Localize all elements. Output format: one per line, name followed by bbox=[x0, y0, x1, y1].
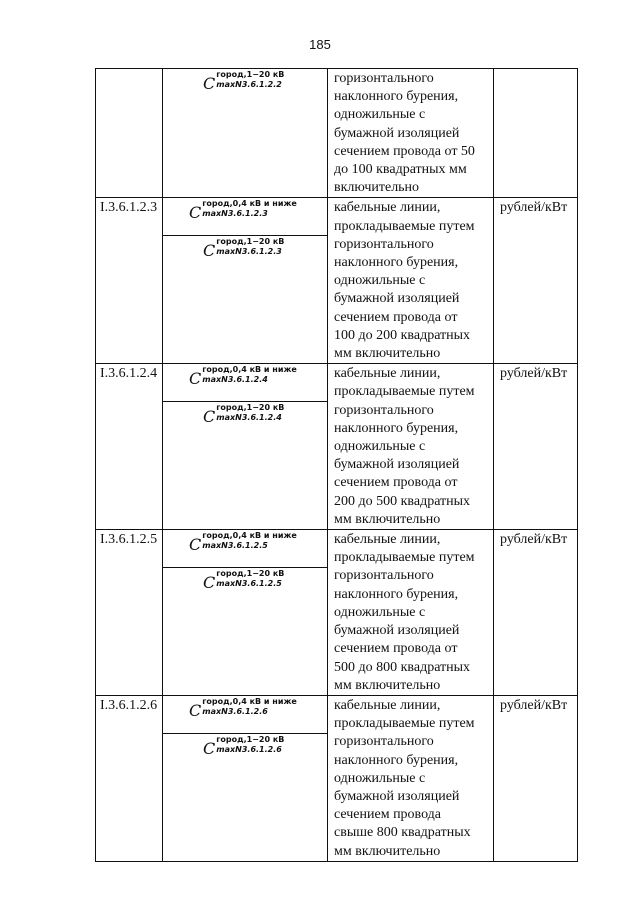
formula-symbol: C bbox=[203, 407, 216, 427]
description-line: 200 до 500 квадратных bbox=[334, 493, 471, 509]
formula-subcell bbox=[163, 198, 327, 236]
formula-symbol: C bbox=[189, 203, 202, 223]
formula-subscript: maxN3.6.1.2.4 bbox=[202, 375, 268, 385]
tariff-table bbox=[95, 68, 578, 862]
description-line: бумажной изоляцией bbox=[334, 291, 460, 307]
row-unit: рублей/кВт bbox=[494, 198, 578, 364]
description-line: прокладываемые путем bbox=[334, 384, 475, 400]
formula-subcell bbox=[163, 69, 327, 114]
formula-symbol: C bbox=[203, 241, 216, 261]
row-description bbox=[328, 364, 494, 530]
formula-subcell bbox=[163, 236, 327, 273]
description-line: до 100 квадратных мм bbox=[334, 162, 467, 178]
description-line: бумажной изоляцией bbox=[334, 125, 460, 141]
formula-superscript: город,1−20 кВ bbox=[216, 237, 285, 247]
formula-subcell bbox=[163, 696, 327, 734]
row-code bbox=[96, 69, 163, 198]
formula-superscript: город,1−20 кВ bbox=[216, 734, 285, 744]
table-row bbox=[96, 530, 578, 696]
description-line: горизонтального bbox=[334, 734, 434, 750]
description-line: прокладываемые путем bbox=[334, 218, 475, 234]
rate-formula bbox=[203, 238, 284, 259]
description-line: кабельные линии, bbox=[334, 697, 441, 713]
description-line: сечением провода от bbox=[334, 475, 458, 491]
row-description bbox=[328, 198, 494, 364]
description-line: кабельные линии, bbox=[334, 366, 441, 382]
description-line: одножильные с bbox=[334, 107, 426, 123]
description-line: одножильные с bbox=[334, 770, 426, 786]
formula-subscript: maxN3.6.1.2.2 bbox=[216, 80, 282, 89]
row-code: I.3.6.1.2.6 bbox=[96, 695, 163, 861]
formula-superscript: город,0,4 кВ и ниже bbox=[202, 696, 297, 706]
description-line: наклонного бурения, bbox=[334, 255, 459, 271]
description-line: 500 до 800 квадратных bbox=[334, 659, 471, 675]
description-line: наклонного бурения, bbox=[334, 89, 459, 105]
description-line: кабельные линии, bbox=[334, 532, 441, 548]
formula-superscript: город,0,4 кВ и ниже bbox=[202, 531, 297, 541]
row-unit: рублей/кВт bbox=[494, 530, 578, 696]
description-line: мм включительно bbox=[334, 346, 441, 362]
formula-cell bbox=[163, 695, 328, 861]
description-line: прокладываемые путем bbox=[334, 550, 475, 566]
formula-subscript: maxN3.6.1.2.3 bbox=[216, 247, 282, 257]
row-description bbox=[328, 530, 494, 696]
rate-formula bbox=[203, 404, 284, 425]
description-line: мм включительно bbox=[334, 511, 441, 527]
formula-symbol: C bbox=[189, 700, 202, 720]
description-line: одножильные с bbox=[334, 273, 426, 289]
row-unit bbox=[494, 69, 578, 198]
description-line: горизонтального bbox=[334, 236, 434, 252]
formula-subcell bbox=[163, 402, 327, 439]
formula-cell bbox=[163, 530, 328, 696]
formula-subscript: maxN3.6.1.2.5 bbox=[216, 579, 282, 589]
formula-subcell bbox=[163, 734, 327, 771]
table-row bbox=[96, 695, 578, 861]
rate-formula bbox=[203, 71, 284, 92]
formula-superscript: город,0,4 кВ и ниже bbox=[202, 199, 297, 209]
formula-subcell bbox=[163, 568, 327, 605]
formula-symbol: C bbox=[203, 738, 216, 758]
rate-formula bbox=[189, 532, 297, 553]
description-line: кабельные линии, bbox=[334, 200, 441, 216]
description-line: сечением провода от bbox=[334, 309, 458, 325]
description-line: одножильные с bbox=[334, 439, 426, 455]
table-row bbox=[96, 198, 578, 364]
formula-superscript: город,1−20 кВ bbox=[216, 569, 285, 579]
row-code: I.3.6.1.2.5 bbox=[96, 530, 163, 696]
description-line: горизонтального bbox=[334, 71, 434, 86]
rate-formula bbox=[189, 698, 297, 719]
formula-symbol: C bbox=[203, 573, 216, 593]
description-line: сечением провода от bbox=[334, 641, 458, 657]
description-line: одножильные с bbox=[334, 604, 426, 620]
row-unit: рублей/кВт bbox=[494, 364, 578, 530]
description-line: наклонного бурения, bbox=[334, 586, 459, 602]
description-line: мм включительно bbox=[334, 843, 441, 859]
description-line: бумажной изоляцией bbox=[334, 457, 460, 473]
formula-subscript: maxN3.6.1.2.3 bbox=[202, 209, 268, 219]
formula-subscript: maxN3.6.1.2.6 bbox=[202, 706, 268, 716]
description-line: наклонного бурения, bbox=[334, 420, 459, 436]
rate-formula bbox=[189, 366, 297, 387]
formula-symbol: C bbox=[189, 535, 202, 555]
rate-formula bbox=[203, 570, 284, 591]
description-line: бумажной изоляцией bbox=[334, 788, 460, 804]
description-line: свыше 800 квадратных bbox=[334, 825, 471, 841]
row-description bbox=[328, 69, 494, 198]
table-row bbox=[96, 69, 578, 198]
description-line: сечением провода bbox=[334, 807, 442, 823]
page-number: 185 bbox=[309, 37, 331, 52]
description-line: горизонтального bbox=[334, 568, 434, 584]
description-line: наклонного бурения, bbox=[334, 752, 459, 768]
formula-cell bbox=[163, 364, 328, 530]
formula-cell bbox=[163, 69, 328, 198]
formula-symbol: C bbox=[203, 74, 216, 93]
description-line: включительно bbox=[334, 180, 420, 196]
formula-superscript: город,1−20 кВ bbox=[216, 70, 285, 79]
formula-subscript: maxN3.6.1.2.6 bbox=[216, 744, 282, 754]
description-line: сечением провода от 50 bbox=[334, 143, 475, 159]
row-description bbox=[328, 695, 494, 861]
formula-subscript: maxN3.6.1.2.5 bbox=[202, 541, 268, 551]
formula-subscript: maxN3.6.1.2.4 bbox=[216, 413, 282, 423]
row-code: I.3.6.1.2.4 bbox=[96, 364, 163, 530]
table-row bbox=[96, 364, 578, 530]
row-code: I.3.6.1.2.3 bbox=[96, 198, 163, 364]
description-line: бумажной изоляцией bbox=[334, 623, 460, 639]
formula-symbol: C bbox=[189, 369, 202, 389]
description-line: горизонтального bbox=[334, 402, 434, 418]
table-body bbox=[96, 69, 578, 862]
rate-formula bbox=[203, 736, 284, 757]
description-line: прокладываемые путем bbox=[334, 716, 475, 732]
formula-subcell bbox=[163, 364, 327, 402]
formula-subcell bbox=[163, 530, 327, 568]
rate-formula bbox=[189, 200, 297, 221]
formula-superscript: город,1−20 кВ bbox=[216, 403, 285, 413]
formula-cell bbox=[163, 198, 328, 364]
row-unit: рублей/кВт bbox=[494, 695, 578, 861]
description-line: мм включительно bbox=[334, 677, 441, 693]
formula-superscript: город,0,4 кВ и ниже bbox=[202, 365, 297, 375]
description-line: 100 до 200 квадратных bbox=[334, 327, 471, 343]
